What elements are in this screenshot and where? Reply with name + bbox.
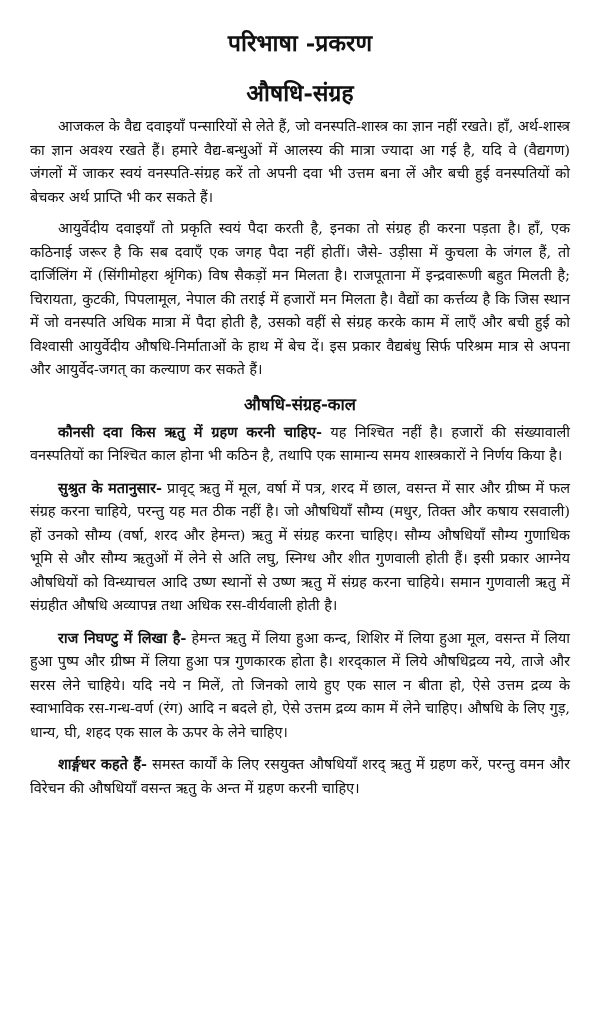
paragraph-raj-nighantu: [30, 627, 570, 746]
paragraph-lead: सुश्रुत के मतानुसार-: [58, 479, 162, 497]
paragraph-lead: राज निघण्टु में लिखा है-: [58, 629, 187, 647]
paragraph-body: समस्त कार्यों के लिए रसयुक्त औषधियाँ शरद् ऋतु में ग्रहण करें, परन्तु वमन और विरेचन की औषधियाँ वसन्त ऋतु के अन्त में ग्रहण करनी चाहिए।: [30, 757, 571, 797]
section-title: औषधि-संग्रह: [246, 80, 354, 107]
page-title: परिभाषा -प्रकरण: [227, 30, 373, 57]
paragraph-lead: शार्ङ्गधर कहते हैं-: [58, 756, 148, 773]
paragraph-lead: कौनसी दवा किस ऋतु में ग्रहण करनी चाहिए-: [58, 423, 322, 441]
paragraph-body: हेमन्त ऋतु में लिया हुआ कन्द, शिशिर में लिया हुआ मूल, वसन्त में लिया हुआ पुष्प और ग्रीष्म में लिया हुआ पत्र गुणकारक होता है। शरद्काल में लिये औषधिद्रव्य नये, ताजे और सरस लेने चाहिये। यदि नये न मिलें, तो जिनको लाये हुए एक साल न बीता हो, ऐसे उत्तम द्रव्य के स्वाभाविक रस-गन्ध-वर्ण (रंग) आदि न बदले हो, ऐसे उत्तम द्रव्य काम में लेने चाहिए। औषधि के लिए गुड़, धान्य, घी, शहद एक साल के ऊपर के लेने चाहिए।: [30, 630, 571, 741]
paragraph-body: यह निश्चित नहीं है। हजारों की संख्यावाली वनस्पतियों का निश्चित काल होना भी कठिन है, तथापि एक सामान्य समय शास्त्रकारों ने निर्णय किया है।: [30, 424, 570, 464]
intro-paragraph-2: आयुर्वेदीय दवाइयाँ तो प्रकृति स्वयं पैदा करती है, इनका तो संग्रह ही करना पड़ता है। हाँ, एक कठिनाई जरूर है कि सब दवाएँ एक जगह पैदा नहीं होतीं। जैसे- उड़ीसा में कुचला के जंगल हैं, तो दार्जिलिंग में (सिंगीमोहरा श्रृंगिक) विष सैकड़ों मन मिलता है। राजपूताना में इन्द्रवारूणी बहुत मिलती है; चिरायता, कुटकी, पिपलामूल, नेपाल की तराई में हजारों मन मिलता है। वैद्यों का कर्त्तव्य है कि जिस स्थान में जो वनस्पति अधिक मात्रा में पैदा होती है, उसको वहीं से संग्रह करके काम में लाएँ और बची हुई को विश्वासी आयुर्वेदीय औषधि-निर्माताओं के हाथ में बेच दें। इस प्रकार वैद्यबंधु सिर्फ परिश्रम मात्र से अपना और आयुर्वेद-जगत् का कल्याण कर सकते हैं।: [30, 221, 570, 378]
paragraph-sushruta: [30, 477, 570, 619]
subsection-title: औषधि-संग्रह-काल: [244, 394, 356, 414]
paragraph-sharangdhar: [30, 753, 570, 801]
intro-paragraph-1: आजकल के वैद्य दवाइयाँ पन्सारियों से लेते हैं, जो वनस्पति-शास्त्र का ज्ञान नहीं रखते। हाँ, अर्थ-शास्त्र का ज्ञान अवश्य रखते हैं। हमारे वैद्य-बन्धुओं में आलस्य की मात्रा ज्यादा आ गई है, यदि वे (वैद्यगण) जंगलों में जाकर स्वयं वनस्पति-संग्रह करें तो अपनी दवा भी उत्तम बना लें और बची हुई वनस्पतियों को बेचकर अर्थ प्राप्ति भी कर सकते हैं।: [30, 119, 570, 206]
paragraph-body: प्रावृट् ऋतु में मूल, वर्षा में पत्र, शरद में छाल, वसन्त में सार और ग्रीष्म में फल संग्रह करना चाहिये, परन्तु यह मत ठीक नहीं है। जो औषधियाँ सौम्य (मधुर, तिक्त और कषाय रसवाली) हों उनको सौम्य (वर्षा, शरद और हेमन्त) ऋतु में संग्रह करना चाहिए। सौम्य औषधियाँ सौम्य गुणाधिक भूमि से और सौम्य ऋतुओं में लेने से अति लघु, स्निग्ध और शीत गुणवाली होती हैं। इसी प्रकार आग्नेय औषधियों को विन्ध्याचल आदि उष्ण स्थानों से उष्ण ऋतु में संग्रह करना चाहिये। समान गुणवाली ऋतु में संग्रहीत औषधि अव्यापन्न तथा अधिक रस-वीर्यवाली होती है।: [30, 480, 570, 614]
paragraph-ritu: [30, 421, 570, 469]
